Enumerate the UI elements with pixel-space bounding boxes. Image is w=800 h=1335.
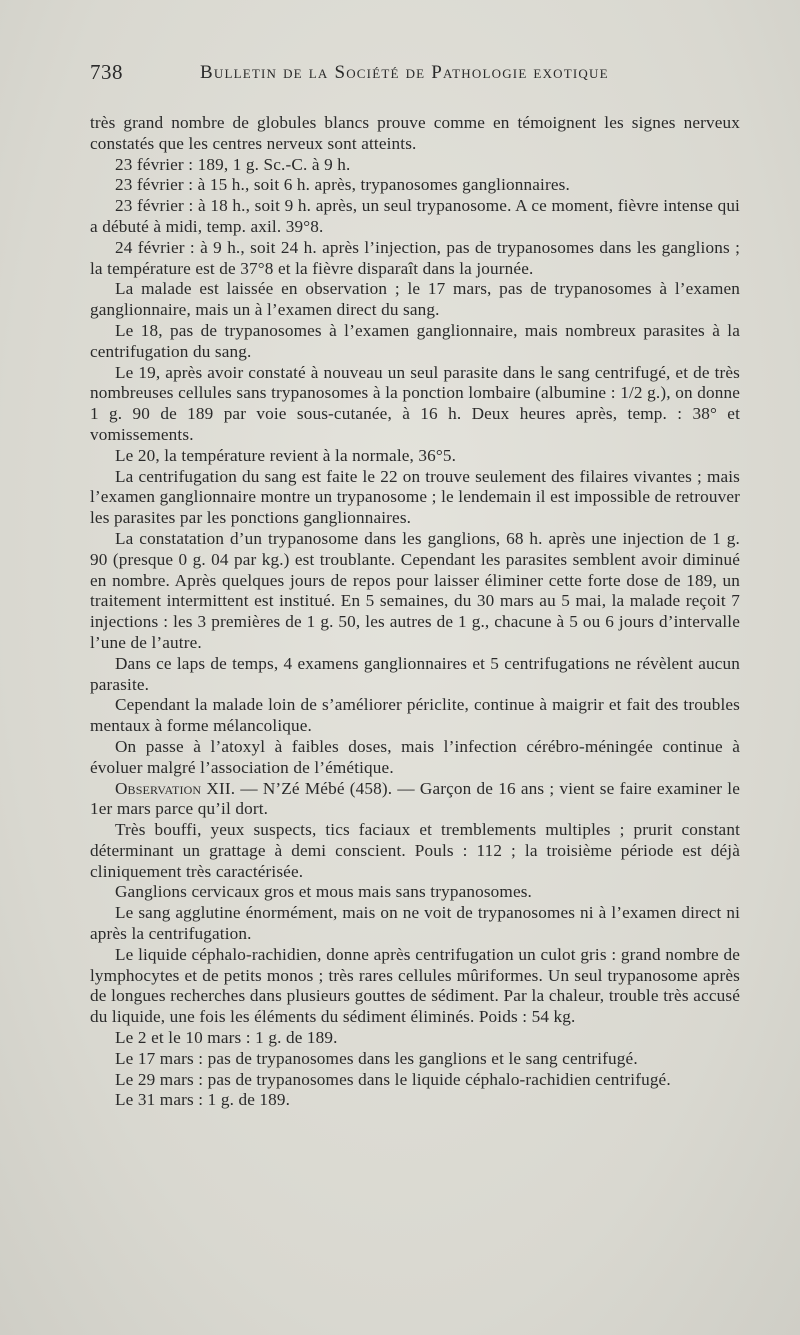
paragraph: Le liquide céphalo-rachidien, donne après centrifugation un culot gris : grand nombre de lymphocytes et de petits monos ; très rares cellules mûriformes. Un seul trypanosome après de longues recherches dans plusieurs gouttes de sédiment. Par la chaleur, trouble très accusé du liquide, une fois les éléments du sédiment éliminés. Poids : 54 kg. xyxy=(90,944,740,1027)
paragraph: On passe à l’atoxyl à faibles doses, mais l’infection cérébro-méningée continue à évoluer malgré l’association de l’émétique. xyxy=(90,736,740,777)
paragraph: 23 février : 189, 1 g. Sc.-C. à 9 h. xyxy=(115,154,351,174)
paragraph: Le 2 et le 10 mars : 1 g. de 189. xyxy=(115,1028,338,1048)
running-title: Bulletin de la Société de Pathologie exotique xyxy=(200,62,609,83)
page-header xyxy=(90,60,740,90)
paragraph: La constatation d’un trypanosome dans les ganglions, 68 h. après une injection de 1 g. 90 (presque 0 g. 04 par kg.) est troublante. Cependant les parasites semblent avoir diminué en nombre. Après quelques jours de repos pour laisser éliminer cette forte dose de 189, un traitement intermittent est institué. En 5 semaines, du 30 mars au 5 mai, la malade reçoit 7 injections : les 3 premières de 1 g. 50, les autres de 1 g., chacune à 5 ou 6 jours d’intervalle l’une de l’autre. xyxy=(90,528,740,652)
observation-text: — Garçon de 16 ans ; vient se faire examiner le 1er mars parce qu’il dort. xyxy=(90,778,740,819)
paragraph: Dans ce laps de temps, 4 examens ganglionnaires et 5 centrifugations ne révèlent aucun parasite. xyxy=(90,653,740,694)
paragraph: La centrifugation du sang est faite le 22 on trouve seulement des filaires vivantes ; mais l’examen ganglionnaire montre un trypanosome ; le lendemain il est impossible de retrouver les parasites par les ponctions ganglionnaires. xyxy=(90,466,740,528)
paragraph: très grand nombre de globules blancs prouve comme en témoignent les signes nerveux constatés que les centres nerveux sont atteints. xyxy=(90,113,740,153)
observation-patient: — N’Zé Mébé (458). xyxy=(240,778,393,798)
paragraph: Cependant la malade loin de s’améliorer périclite, continue à maigrir et fait des troubles mentaux à forme mélancolique. xyxy=(90,695,740,736)
paragraph: Le 19, après avoir constaté à nouveau un seul parasite dans le sang centrifugé, et de très nombreuses cellules sans trypanosomes à la ponction lombaire (albumine : 1/2 g.), on donne 1 g. 90 de 189 par voie sous-cutanée, à 16 h. Deux heures après, temp. : 38° et vomissements. xyxy=(90,362,740,444)
paragraph: Ganglions cervicaux gros et mous mais sans trypanosomes. xyxy=(115,882,533,902)
observation-label: Observation XII. xyxy=(115,778,236,798)
paragraph: Le 20, la température revient à la normale, 36°5. xyxy=(115,445,457,465)
paragraph: 23 février : à 15 h., soit 6 h. après, trypanosomes ganglionnaires. xyxy=(115,175,570,195)
paragraph: La malade est laissée en observation ; le 17 mars, pas de trypanosomes à l’examen ganglionnaire, mais un à l’examen direct du sang. xyxy=(90,279,740,320)
body-text xyxy=(90,113,740,1111)
paragraph: 23 février : à 18 h., soit 9 h. après, un seul trypanosome. A ce moment, fièvre intense qui a débuté à midi, temp. axil. 39°8. xyxy=(90,196,740,236)
paragraph: Le 29 mars : pas de trypanosomes dans le liquide céphalo-rachidien centrifugé. xyxy=(115,1069,671,1089)
paragraph: 24 février : à 9 h., soit 24 h. après l’injection, pas de trypanosomes dans les ganglions ; la température est de 37°8 et la fièvre disparaît dans la journée. xyxy=(90,237,740,278)
paragraph: Le 18, pas de trypanosomes à l’examen ganglionnaire, mais nombreux parasites à la centrifugation du sang. xyxy=(90,320,740,361)
paragraph: Très bouffi, yeux suspects, tics faciaux et tremblements multiples ; prurit constant déterminant un grattage à demi conscient. Pouls : 112 ; la troisième période est déjà cliniquement très caractérisée. xyxy=(90,820,740,881)
paragraph: Le 31 mars : 1 g. de 189. xyxy=(115,1090,291,1110)
paragraph: Le sang agglutine énormément, mais on ne voit de trypanosomes ni à l’examen direct ni après la centrifugation. xyxy=(90,903,740,944)
page-number: 738 xyxy=(90,60,123,84)
paragraph: Le 17 mars : pas de trypanosomes dans les ganglions et le sang centrifugé. xyxy=(115,1048,638,1068)
observation-heading xyxy=(90,779,740,821)
